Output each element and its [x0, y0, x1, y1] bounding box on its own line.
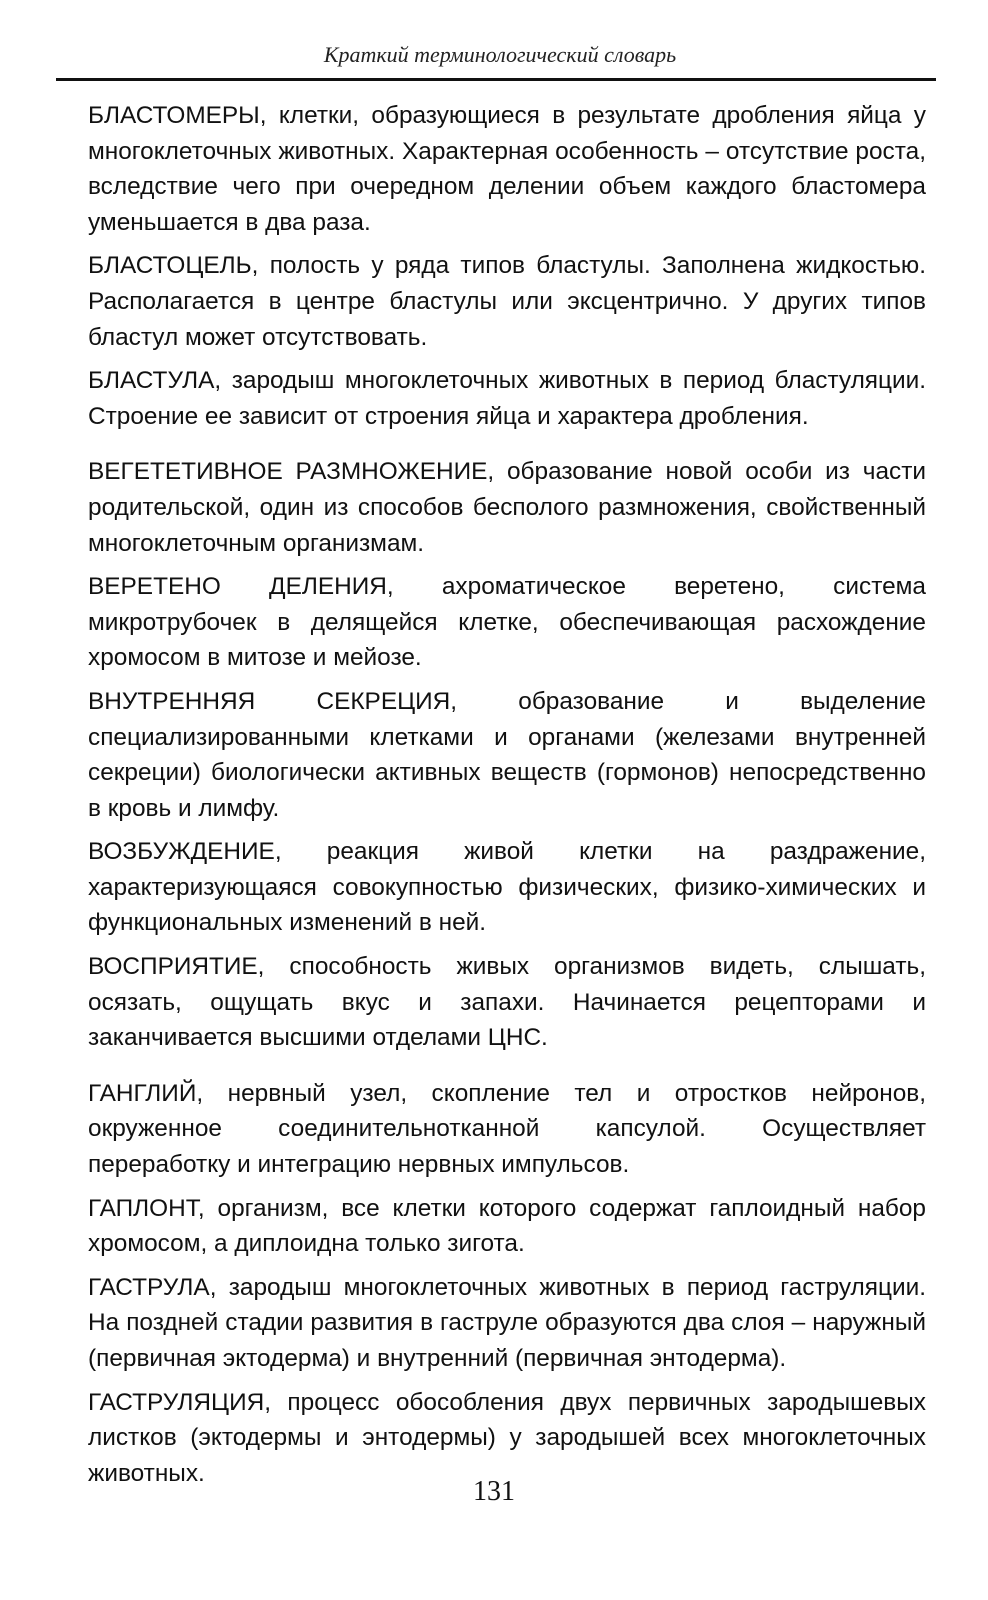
entry-vozbuzhdenie: ВОЗБУЖДЕНИЕ, реакция живой клетки на раздражение, характеризующаяся совокупностью физических, физико-химических и функциональных изменений в ней. — [88, 838, 926, 937]
header-rule — [56, 78, 936, 81]
entry-vegetativnoe-razmnozhenie: ВЕГЕТЕТИВНОЕ РАЗМНОЖЕНИЕ, образование новой особи из части родительской, один из способов бесполого размножения, свойственный многоклеточным организмам. — [88, 458, 926, 557]
entry-gangliy: ГАНГЛИЙ, нервный узел, скопление тел и отростков нейронов, окруженное соединительнотканной капсулой. Осуществляет переработку и интеграцию нервных импульсов. — [88, 1079, 926, 1179]
entry-vereteno-deleniya: ВЕРЕТЕНО ДЕЛЕНИЯ, ахроматическое веретено, система микротрубочек в делящейся клетке, обеспечивающая расхождение хромосом в митозе и мейозе. — [88, 573, 926, 672]
entry-vnutrennyaya-sekreciya: ВНУТРЕННЯЯ СЕКРЕЦИЯ, образование и выделение специализированными клетками и органами (железами внутренней секреции) биологически активных веществ (гормонов) непосредственно в кровь и лимфу. — [88, 687, 926, 822]
entry-blastocel: БЛАСТОЦЕЛЬ, полость у ряда типов бластулы. Заполнена жидкостью. Располагается в центре бластулы или эксцентрично. У других типов бластул может отсутствовать. — [88, 252, 926, 351]
page-number: 131 — [473, 1476, 515, 1507]
entry-gastrula: ГАСТРУЛА, зародыш многоклеточных животных в период гаструляции. На поздней стадии развития в гаструле образуются два слоя – наружный (первичная эктодерма) и внутренний (первичная энтодерма). — [88, 1273, 926, 1372]
entry-gaplont: ГАПЛОНТ, организм, все клетки которого содержат гаплоидный набор хромосом, а диплоидна только зигота. — [88, 1194, 926, 1258]
entry-blastomery: БЛАСТОМЕРЫ, клетки, образующиеся в результате дробления яйца у многоклеточных животных. Характерная особенность – отсутствие роста, вследствие чего при очередном делении объем каждого бластомера уменьшается в два раза. — [88, 102, 926, 236]
running-header: Краткий терминологический словарь — [323, 42, 677, 67]
entry-vospriyatie: ВОСПРИЯТИЕ, способность живых организмов видеть, слышать, осязать, ощущать вкус и запахи. Начинается рецепторами и заканчивается высшими отделами ЦНС. — [88, 953, 926, 1052]
entry-blastula: БЛАСТУЛА, зародыш многоклеточных животных в период бластуляции. Строение ее зависит от строения яйца и характера дробления. — [88, 367, 926, 430]
dictionary-content — [88, 98, 926, 1499]
entry-gastrulyaciya: ГАСТРУЛЯЦИЯ, процесс обособления двух первичных зародышевых листков (эктодермы и энтодермы) у зародышей всех многоклеточных животных. — [88, 1388, 926, 1487]
